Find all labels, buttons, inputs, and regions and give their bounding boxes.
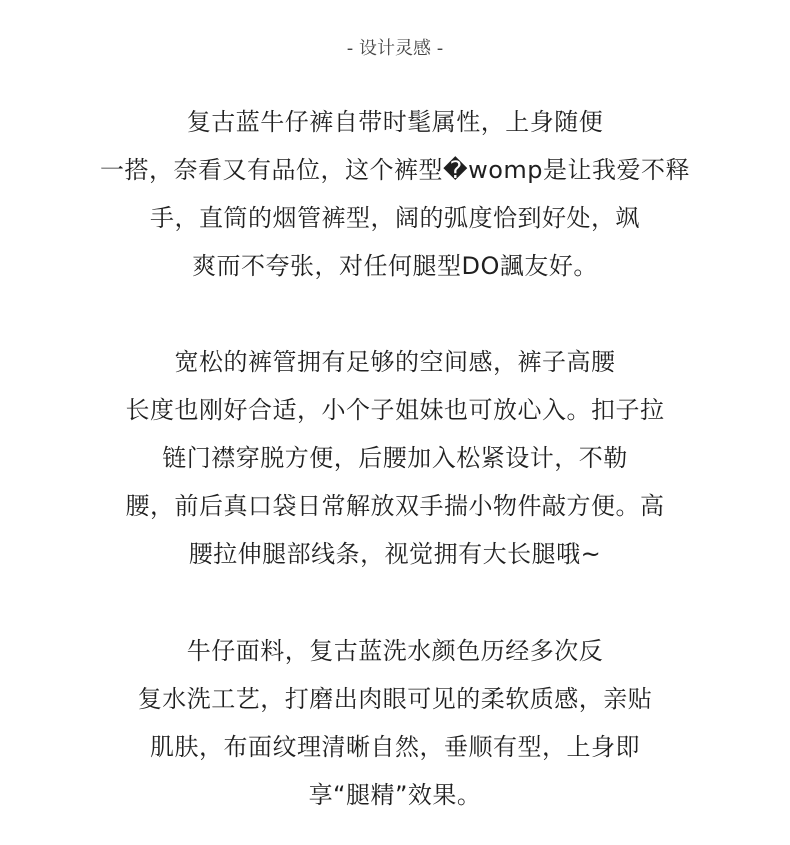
paragraph-style <box>0 98 790 290</box>
text-line: 享“腿精”效果。 <box>308 781 482 809</box>
text-line: 链门襟穿脱方便，后腰加入松紧设计，不勒 <box>162 444 628 472</box>
text-line: 一搭，奈看又有品位，这个裤型�womp是让我爱不释 <box>99 156 691 184</box>
text-line: 长度也刚好合适，小个子姐妹也可放心入。扣子拉 <box>125 396 665 424</box>
paragraph-fit <box>0 338 790 578</box>
text-line: 牛仔面料，复古蓝洗水颜色历经多次反 <box>186 637 604 665</box>
text-line: 手，直筒的烟管裤型，阔的弧度恰到好处，飒 <box>150 204 640 232</box>
paragraph-fabric <box>0 627 790 819</box>
text-line: 腰，前后真口袋日常解放双手揣小物件敲方便。高 <box>125 492 665 520</box>
text-line: 爽而不夸张，对任何腿型DO諷友好。 <box>192 252 598 280</box>
text-line: 腰拉伸腿部线条，视觉拥有大长腿哦~ <box>188 540 602 568</box>
section-heading: - 设计灵感 - <box>346 38 444 59</box>
text-line: 复水洗工艺，打磨出肉眼可见的柔软质感，亲贴 <box>137 685 653 713</box>
text-line: 复古蓝牛仔裤自带时髦属性，上身随便 <box>186 108 604 136</box>
text-line: 肌肤，布面纹理清晰自然，垂顺有型，上身即 <box>150 733 640 761</box>
text-line: 宽松的裤管拥有足够的空间感，裤子高腰 <box>174 348 616 376</box>
